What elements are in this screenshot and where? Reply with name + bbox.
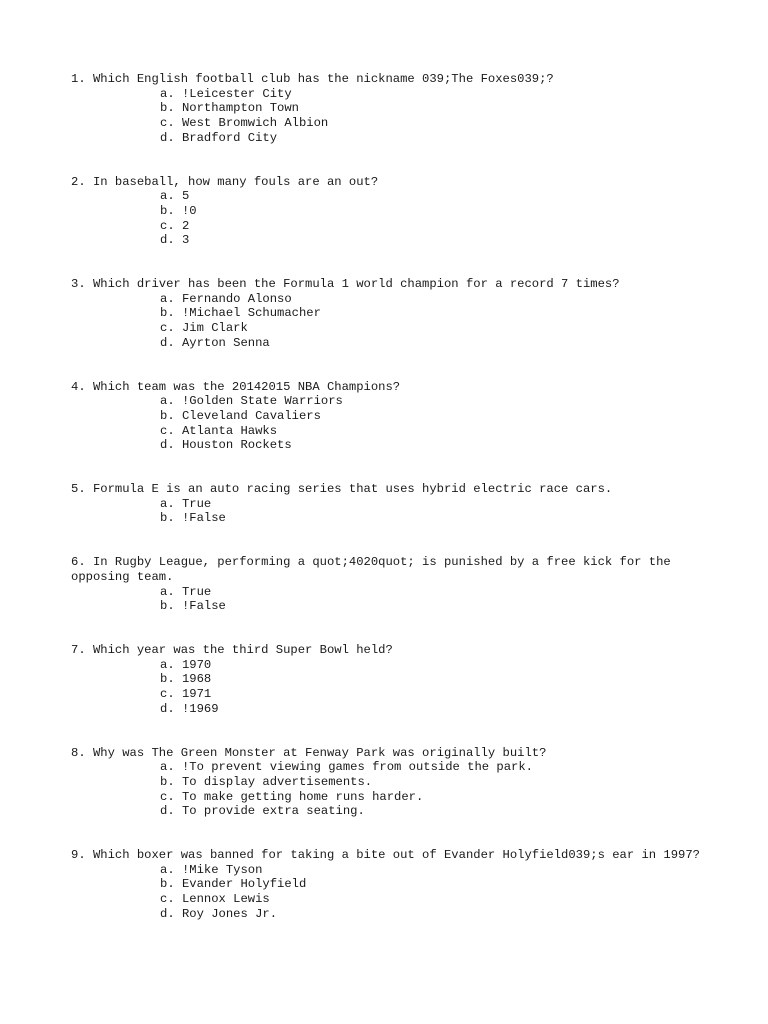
answer-options <box>160 863 701 922</box>
quiz-document <box>71 72 701 922</box>
answer-options <box>160 394 701 453</box>
answer-option: a. True <box>160 584 212 599</box>
question-text: 7. Which year was the third Super Bowl held? <box>71 642 393 657</box>
question-3 <box>71 277 701 351</box>
answer-option: a. !Golden State Warriors <box>160 394 343 409</box>
answer-option: a. 5 <box>160 189 190 204</box>
answer-options <box>160 87 701 146</box>
answer-options <box>160 658 701 717</box>
answer-option: a. 1970 <box>160 657 212 672</box>
answer-option: d. !1969 <box>160 701 219 716</box>
answer-option: b. To display advertisements. <box>160 774 373 789</box>
answer-option: b. !Michael Schumacher <box>160 306 321 321</box>
answer-option: d. To provide extra seating. <box>160 804 365 819</box>
answer-options <box>160 189 701 248</box>
question-text: 4. Which team was the 20142015 NBA Champions? <box>71 379 401 394</box>
answer-option: a. !To prevent viewing games from outside the park. <box>160 760 533 775</box>
answer-option: c. 2 <box>160 218 190 233</box>
question-7 <box>71 643 701 717</box>
answer-option: a. Fernando Alonso <box>160 291 292 306</box>
question-2 <box>71 175 701 249</box>
question-text: 8. Why was The Green Monster at Fenway Park was originally built? <box>71 745 547 760</box>
answer-option: d. 3 <box>160 233 190 248</box>
question-text: 2. In baseball, how many fouls are an out? <box>71 174 379 189</box>
answer-option: d. Houston Rockets <box>160 438 292 453</box>
answer-option: c. Jim Clark <box>160 321 248 336</box>
answer-option: c. West Bromwich Albion <box>160 116 329 131</box>
answer-option: c. Atlanta Hawks <box>160 423 278 438</box>
answer-option: c. Lennox Lewis <box>160 892 270 907</box>
question-6 <box>71 555 701 614</box>
question-5 <box>71 482 701 526</box>
question-1 <box>71 72 701 146</box>
question-9 <box>71 848 701 922</box>
question-text: 5. Formula E is an auto racing series that uses hybrid electric race cars. <box>71 482 613 497</box>
answer-option: b. !False <box>160 511 226 526</box>
answer-option: b. 1968 <box>160 672 212 687</box>
answer-option: b. !0 <box>160 203 197 218</box>
answer-option: a. !Mike Tyson <box>160 862 263 877</box>
answer-option: c. To make getting home runs harder. <box>160 789 424 804</box>
answer-options <box>160 760 701 819</box>
question-text: 6. In Rugby League, performing a quot;4020quot; is punished by a free kick for the opposing team. <box>71 555 679 584</box>
answer-option: a. !Leicester City <box>160 86 292 101</box>
question-text: 1. Which English football club has the nickname 039;The Foxes039;? <box>71 72 554 86</box>
answer-option: b. Cleveland Cavaliers <box>160 408 321 423</box>
answer-options <box>160 292 701 351</box>
question-8 <box>71 746 701 820</box>
answer-option: a. True <box>160 496 212 511</box>
question-4 <box>71 380 701 454</box>
answer-option: b. Northampton Town <box>160 101 299 116</box>
answer-option: d. Ayrton Senna <box>160 335 270 350</box>
question-text: 9. Which boxer was banned for taking a bite out of Evander Holyfield039;s ear in 1997? <box>71 848 700 863</box>
question-text: 3. Which driver has been the Formula 1 world champion for a record 7 times? <box>71 277 620 292</box>
answer-options <box>160 585 701 614</box>
answer-option: d. Roy Jones Jr. <box>160 906 278 921</box>
answer-option: b. Evander Holyfield <box>160 877 307 892</box>
answer-option: d. Bradford City <box>160 130 278 145</box>
answer-option: b. !False <box>160 599 226 614</box>
answer-option: c. 1971 <box>160 687 212 702</box>
answer-options <box>160 497 701 526</box>
